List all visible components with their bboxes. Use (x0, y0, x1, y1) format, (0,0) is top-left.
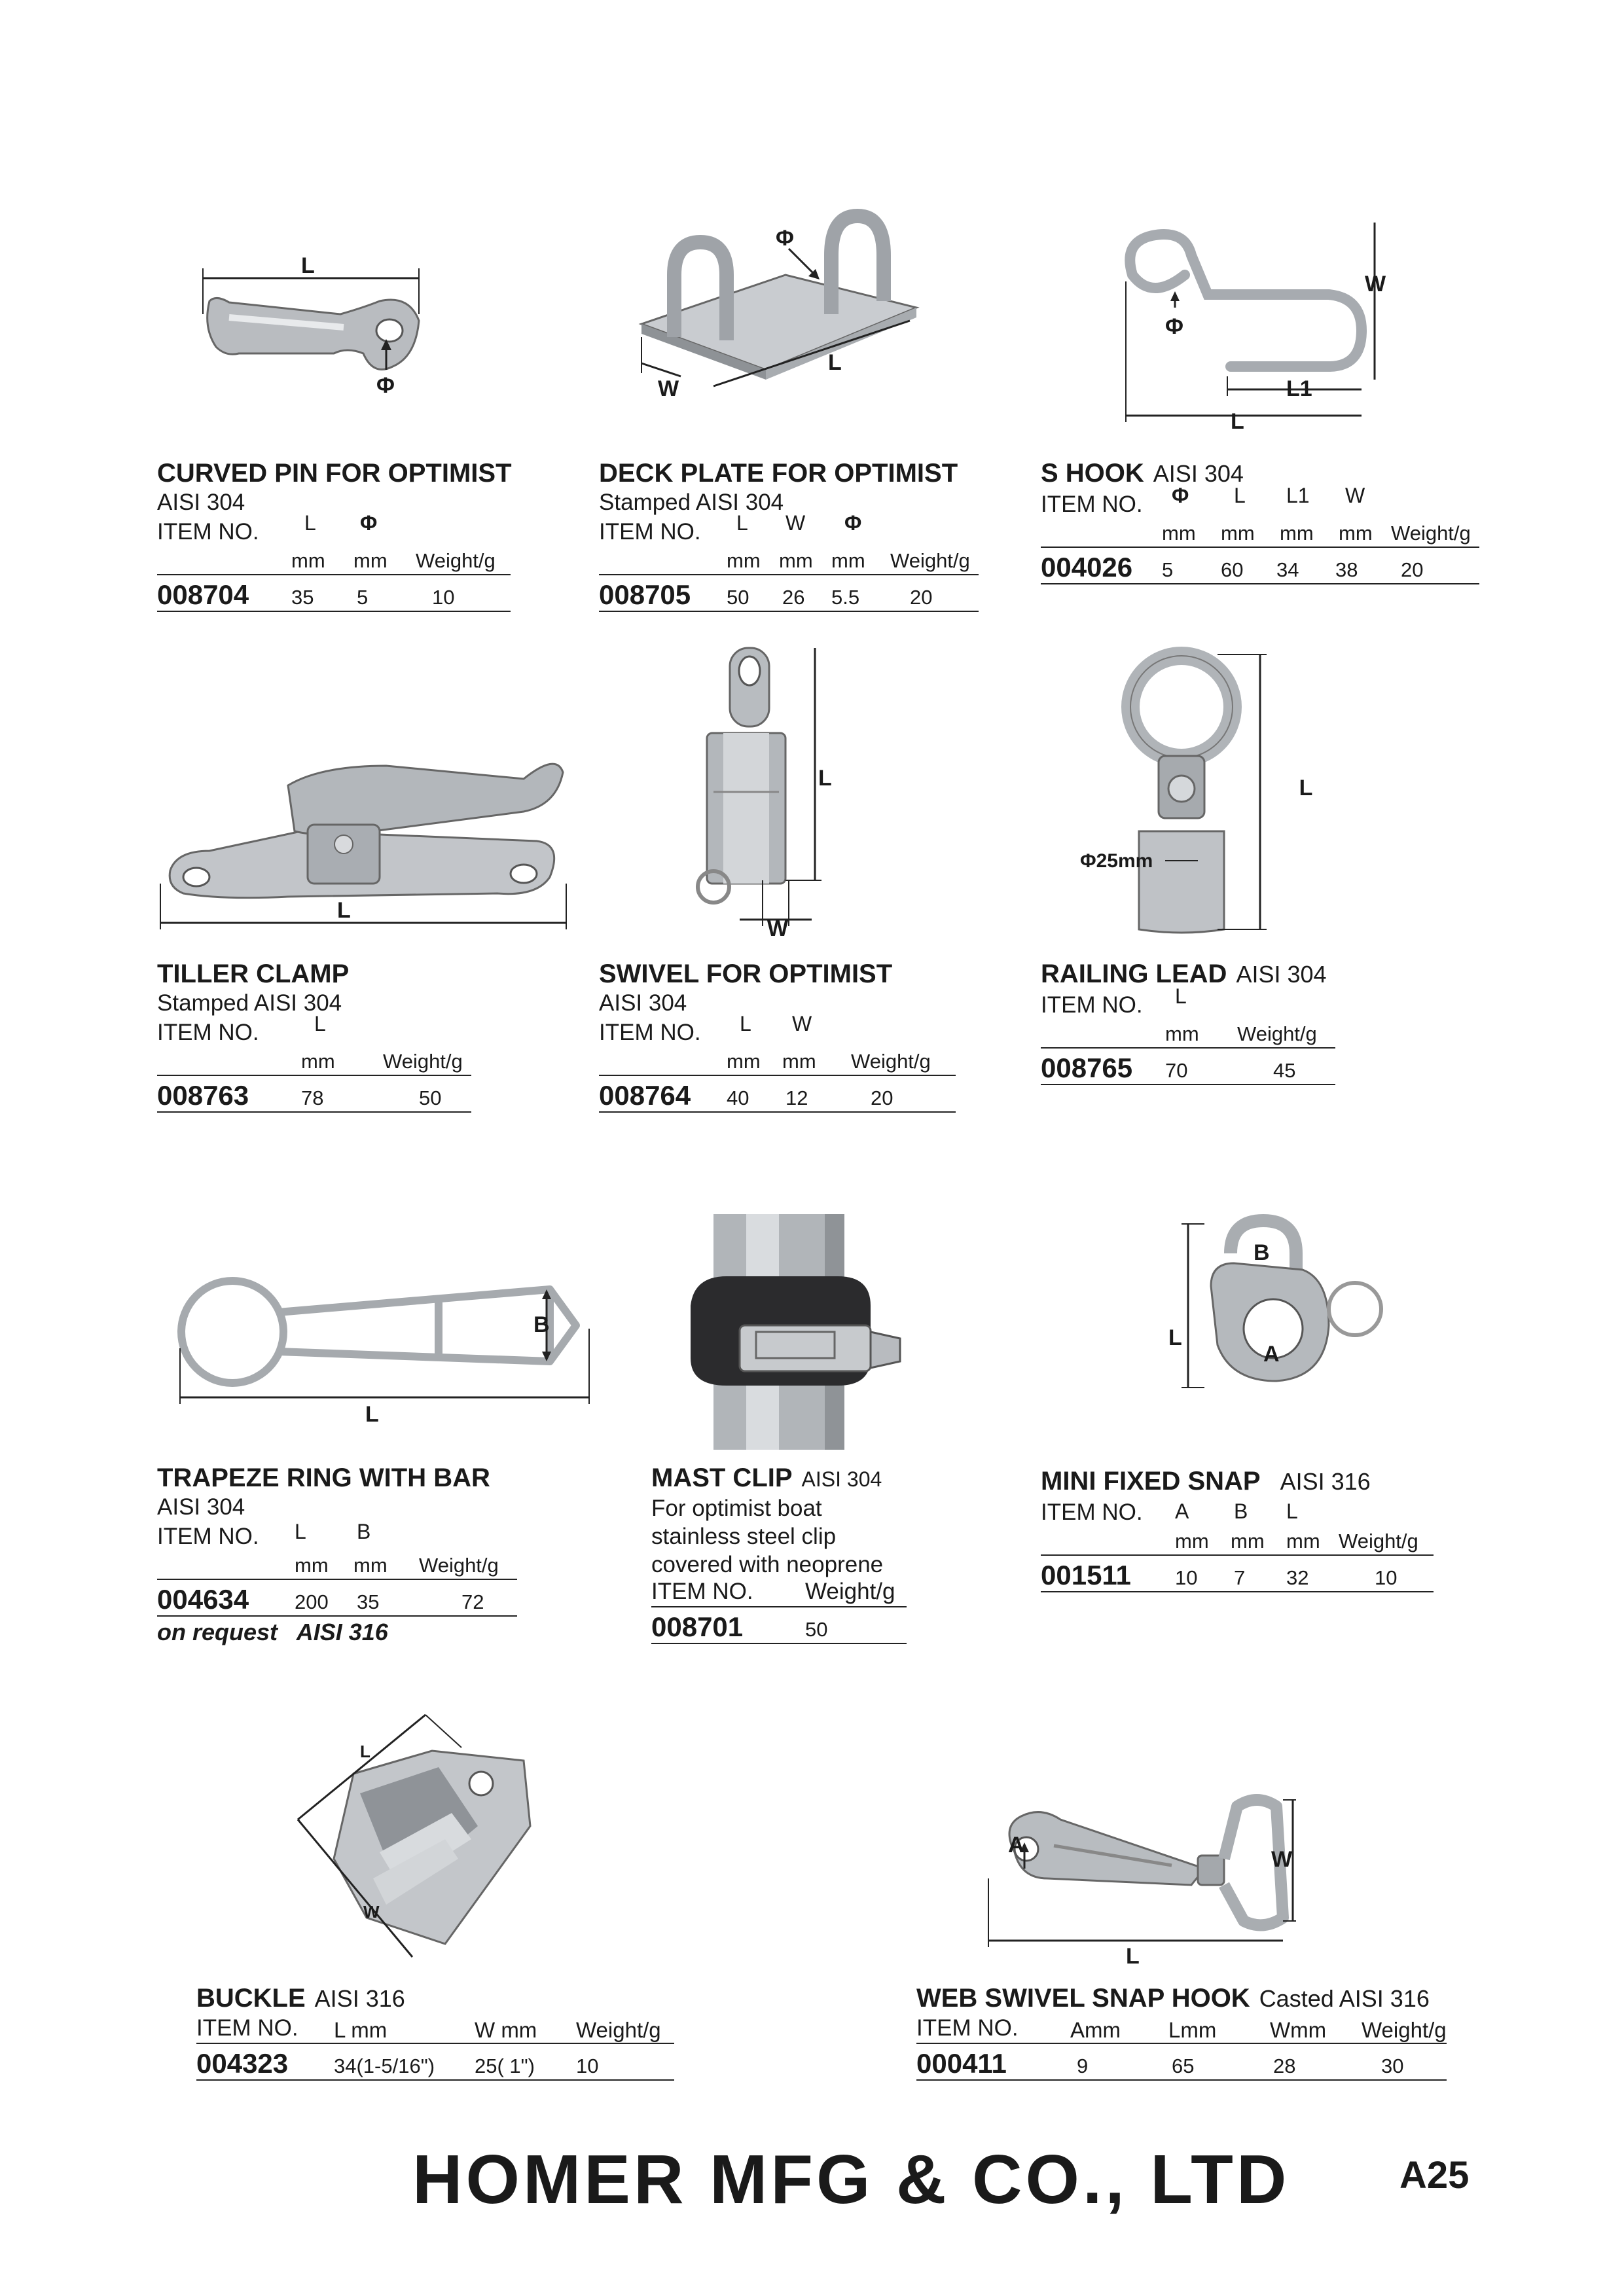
unit-label: mm (727, 1050, 761, 1073)
spec-units (196, 2014, 674, 2044)
col-label: W (1345, 484, 1365, 507)
product-mini-fixed-snap (1041, 1466, 1434, 1592)
spec-values (599, 575, 979, 612)
value-cell: 40 (727, 1086, 749, 1109)
curved-pin-dim-l: L (301, 253, 315, 278)
item-label: ITEM NO. (1041, 1499, 1143, 1525)
unit-label: mm (1280, 522, 1314, 545)
product-title: S HOOK (1041, 459, 1144, 488)
value-cell: 34 (1276, 558, 1299, 581)
col-label: L (314, 1012, 326, 1035)
unit-label: mm (1162, 522, 1196, 545)
product-title: MAST CLIP (651, 1463, 793, 1492)
col-label: W (785, 511, 806, 535)
col-label: Φ (1172, 484, 1189, 507)
railing-lead-image (1060, 641, 1335, 952)
product-title: DECK PLATE FOR OPTIMIST (599, 459, 958, 488)
col-label: B (357, 1520, 371, 1543)
product-material: AISI 304 (1153, 460, 1244, 487)
railing-lead-dim-l: L (1299, 776, 1313, 800)
item-label: ITEM NO. (196, 2015, 298, 2041)
value-cell: 9 (1077, 2054, 1089, 2077)
spec-values (651, 1607, 907, 1644)
unit-label: W mm (475, 2018, 537, 2042)
unit-label: Amm (1070, 2018, 1121, 2042)
unit-label: mm (1339, 522, 1373, 545)
product-material: Stamped AISI 304 (157, 990, 342, 1016)
col-label: W (792, 1012, 812, 1035)
item-number: 004634 (157, 1584, 249, 1615)
value-cell: 35 (291, 586, 314, 609)
spec-header (157, 511, 511, 545)
s-hook-dim-phi: Φ (1165, 314, 1183, 339)
product-title: TRAPEZE RING WITH BAR (157, 1463, 490, 1492)
unit-label: mm (291, 549, 325, 572)
spec-values (1041, 1049, 1335, 1085)
product-web-swivel-snap-hook (916, 1983, 1447, 2081)
item-label: ITEM NO. (1041, 492, 1143, 517)
product-title: MINI FIXED SNAP (1041, 1467, 1261, 1496)
value-cell: 10 (1375, 1566, 1398, 1589)
col-label: A (1175, 1499, 1189, 1523)
tiller-clamp-image (157, 740, 576, 939)
unit-label: mm (1221, 522, 1255, 545)
product-material: AISI 304 (157, 490, 245, 515)
product-buckle (196, 1983, 674, 2081)
unit-label: Weight/g (1237, 1022, 1317, 1045)
spec-units (157, 545, 511, 575)
product-desc-line: covered with neoprene (651, 1552, 884, 1577)
swivel-image (674, 635, 884, 946)
unit-label: Lmm (1168, 2018, 1217, 2042)
value-cell: 5.5 (831, 586, 860, 609)
product-material: Stamped AISI 304 (599, 490, 784, 515)
mini-fixed-snap-dim-b: B (1254, 1240, 1270, 1265)
item-number: 008705 (599, 579, 691, 610)
item-label: ITEM NO. (1041, 992, 1143, 1018)
unit-label: mm (779, 549, 813, 572)
buckle-dim-l: L (360, 1742, 370, 1761)
spec-header (1041, 484, 1479, 518)
value-cell: 32 (1286, 1566, 1309, 1589)
item-number: 008764 (599, 1080, 691, 1111)
item-number: 004026 (1041, 552, 1133, 583)
item-number: 000411 (916, 2048, 1007, 2079)
product-mast-clip (651, 1463, 907, 1644)
product-title: BUCKLE (196, 1984, 306, 2013)
web-swivel-dim-a: A (1008, 1833, 1024, 1857)
spec-values (1041, 548, 1479, 584)
spec-units (651, 1579, 907, 1607)
on-request-note: on request AISI 316 (157, 1619, 388, 1645)
col-label: Φ (844, 511, 862, 535)
railing-lead-dim-phi: Φ25mm (1080, 850, 1153, 872)
item-label: ITEM NO. (599, 1020, 701, 1045)
spec-units (916, 2014, 1447, 2044)
unit-label: L mm (334, 2018, 388, 2042)
s-hook-dim-l1: L1 (1286, 376, 1312, 401)
value-cell: 200 (295, 1590, 329, 1613)
col-label: Φ (360, 511, 378, 535)
spec-header (157, 1012, 471, 1046)
product-s-hook (1041, 458, 1479, 584)
page-number: A25 (1399, 2154, 1470, 2197)
mini-fixed-snap-dim-a: A (1263, 1342, 1280, 1367)
product-material: AISI 304 (801, 1467, 882, 1491)
web-swivel-dim-l: L (1126, 1944, 1140, 1969)
item-label: ITEM NO. (916, 2015, 1019, 2041)
spec-units (157, 1046, 471, 1076)
s-hook-dim-l: L (1231, 409, 1244, 434)
product-title: SWIVEL FOR OPTIMIST (599, 960, 893, 988)
web-swivel-snap-hook-image (975, 1780, 1322, 1973)
value-cell: 7 (1234, 1566, 1246, 1589)
trapeze-ring-dim-b: B (533, 1312, 550, 1337)
mini-fixed-snap-image (1159, 1214, 1401, 1433)
deck-plate-dim-phi: Φ (776, 226, 794, 251)
tiller-clamp-dim-l: L (337, 898, 351, 923)
col-label: L (295, 1520, 306, 1543)
item-number: 008765 (1041, 1052, 1133, 1083)
unit-label: mm (782, 1050, 816, 1073)
spec-header (1041, 984, 1335, 1018)
value-cell: 10 (1175, 1566, 1198, 1589)
product-railing-lead (1041, 959, 1335, 1085)
value-cell: 35 (357, 1590, 380, 1613)
spec-values (599, 1076, 956, 1113)
col-label: L (1175, 984, 1187, 1008)
swivel-dim-w: W (767, 916, 789, 941)
unit-label: mm (1286, 1530, 1320, 1552)
product-desc-line: For optimist boat (651, 1496, 822, 1521)
value-cell: 28 (1273, 2054, 1296, 2077)
col-label: L (736, 511, 748, 535)
item-label: ITEM NO. (157, 1020, 259, 1045)
swivel-dim-l: L (818, 766, 832, 791)
web-swivel-dim-w: W (1271, 1847, 1293, 1872)
value-cell: 20 (1401, 558, 1424, 581)
product-material: AISI 304 (157, 1494, 245, 1520)
item-number: 008704 (157, 579, 249, 610)
unit-label: mm (1165, 1022, 1199, 1045)
unit-label: Weight/g (416, 549, 496, 572)
unit-label: mm (353, 1554, 388, 1577)
unit-label: Weight/g (576, 2018, 661, 2042)
value-cell: 5 (1162, 558, 1174, 581)
col-label: L1 (1286, 484, 1310, 507)
value-cell: 12 (785, 1086, 808, 1109)
value-cell: 65 (1172, 2054, 1195, 2077)
spec-header (1041, 1497, 1434, 1526)
spec-units (1041, 518, 1479, 548)
trapeze-ring-image (170, 1270, 602, 1427)
unit-label: Weight/g (890, 549, 970, 572)
unit-label: mm (295, 1554, 329, 1577)
unit-label: Weight/g (1391, 522, 1471, 545)
value-cell: 50 (419, 1086, 442, 1109)
product-material: AISI 316 (1280, 1468, 1371, 1495)
unit-label: mm (1175, 1530, 1209, 1552)
unit-label: Weight/g (1362, 2018, 1447, 2042)
spec-units (599, 545, 979, 575)
buckle-image (281, 1695, 569, 1973)
value-cell: 72 (461, 1590, 484, 1613)
product-material: AISI 304 (599, 990, 687, 1016)
unit-label: mm (831, 549, 865, 572)
value-cell: 45 (1273, 1059, 1296, 1082)
value-cell: 78 (301, 1086, 324, 1109)
curved-pin-dim-phi: Φ (376, 373, 395, 398)
buckle-dim-w: W (363, 1902, 380, 1922)
spec-values (157, 1076, 471, 1113)
col-label: L (1234, 484, 1246, 507)
unit-label: mm (301, 1050, 335, 1073)
unit-label: Weight/g (805, 1579, 895, 1604)
s-hook-dim-w: W (1365, 272, 1386, 296)
item-label: ITEM NO. (157, 1524, 259, 1549)
spec-values (1041, 1556, 1434, 1592)
value-cell: 70 (1165, 1059, 1188, 1082)
col-label: L (1286, 1499, 1298, 1523)
deck-plate-dim-l: L (828, 350, 842, 375)
company-name: HOMER MFG & CO., LTD (412, 2141, 1290, 2218)
value-cell: 60 (1221, 558, 1244, 581)
value-cell: 50 (805, 1618, 828, 1641)
s-hook-image (1113, 216, 1401, 442)
deck-plate-image (628, 190, 929, 416)
item-number: 008763 (157, 1080, 249, 1111)
unit-label: mm (1231, 1530, 1265, 1552)
item-number: 004323 (196, 2048, 289, 2079)
product-title: WEB SWIVEL SNAP HOOK (916, 1984, 1250, 2013)
product-material: Casted AISI 316 (1259, 1985, 1430, 2012)
value-cell: 30 (1381, 2054, 1404, 2077)
item-label: ITEM NO. (599, 519, 701, 545)
item-number: 008701 (651, 1611, 744, 1642)
spec-values (157, 575, 511, 612)
spec-values (916, 2044, 1447, 2081)
product-title: CURVED PIN FOR OPTIMIST (157, 459, 512, 488)
spec-units (1041, 1526, 1434, 1556)
unit-label: Weight/g (383, 1050, 463, 1073)
product-tiller-clamp (157, 959, 471, 1113)
product-material: AISI 316 (314, 1985, 405, 2012)
product-trapeze-ring (157, 1463, 517, 1648)
unit-label: Wmm (1270, 2018, 1327, 2042)
product-title: TILLER CLAMP (157, 960, 350, 988)
product-deck-plate (599, 458, 979, 612)
unit-label: Weight/g (851, 1050, 931, 1073)
spec-header (157, 1521, 517, 1550)
col-label: L (304, 511, 316, 535)
trapeze-ring-dim-l: L (365, 1402, 379, 1427)
value-cell: 25( 1") (475, 2054, 535, 2077)
spec-units (157, 1550, 517, 1580)
value-cell: 20 (871, 1086, 893, 1109)
curved-pin-image (190, 255, 439, 409)
product-title: RAILING LEAD (1041, 960, 1227, 988)
deck-plate-dim-w: W (658, 376, 679, 401)
product-swivel (599, 959, 956, 1113)
unit-label: Weight/g (419, 1554, 499, 1577)
product-material: AISI 304 (1236, 961, 1327, 988)
spec-header (599, 511, 979, 545)
product-desc-line: stainless steel clip (651, 1524, 837, 1549)
unit-label: mm (727, 549, 761, 572)
value-cell: 20 (910, 586, 933, 609)
mini-fixed-snap-dim-l: L (1168, 1325, 1182, 1350)
value-cell: 50 (727, 586, 749, 609)
spec-units (1041, 1018, 1335, 1049)
value-cell: 34(1-5/16") (334, 2054, 435, 2077)
value-cell: 38 (1335, 558, 1358, 581)
product-curved-pin (157, 458, 511, 612)
spec-values (196, 2044, 674, 2081)
value-cell: 10 (576, 2054, 599, 2077)
col-label: B (1234, 1499, 1248, 1523)
item-label: ITEM NO. (651, 1579, 753, 1604)
value-cell: 26 (782, 586, 805, 609)
spec-units (599, 1046, 956, 1076)
item-number: 001511 (1041, 1560, 1131, 1590)
value-cell: 5 (357, 586, 369, 609)
spec-header (599, 1012, 956, 1046)
unit-label: mm (353, 549, 388, 572)
col-label: L (740, 1012, 751, 1035)
item-label: ITEM NO. (157, 519, 259, 545)
spec-values (157, 1580, 517, 1617)
value-cell: 10 (432, 586, 455, 609)
unit-label: Weight/g (1339, 1530, 1418, 1552)
mast-clip-image (674, 1214, 910, 1453)
